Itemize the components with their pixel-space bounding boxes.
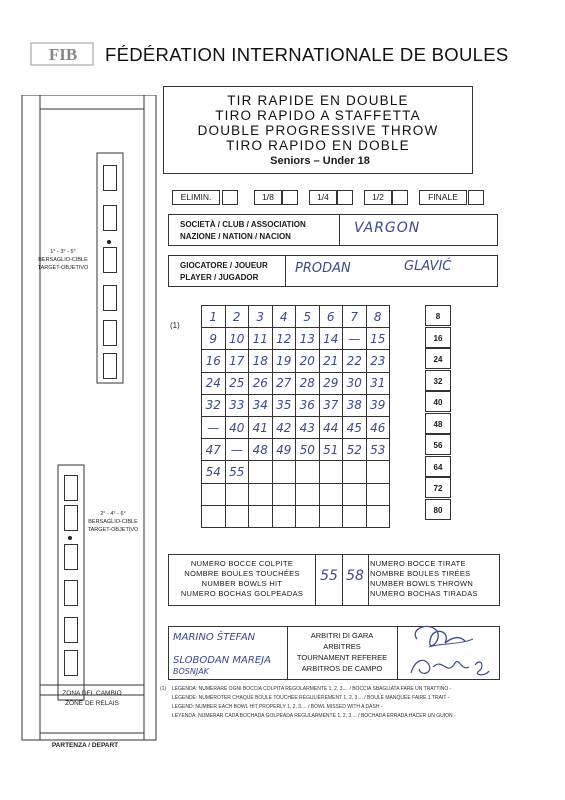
target-top-label-3: TARGET-OBJETIVO bbox=[37, 265, 89, 271]
grid-cell[interactable]: 11 bbox=[249, 328, 273, 350]
referee-name-3[interactable]: BOSNJAK bbox=[173, 667, 209, 676]
relay-zone-label bbox=[40, 689, 144, 709]
row-total: 40 bbox=[425, 391, 451, 412]
round-1-2-box[interactable] bbox=[392, 190, 408, 205]
grid-row bbox=[202, 461, 390, 483]
grid-cell[interactable]: 14 bbox=[319, 328, 343, 350]
target-slot bbox=[103, 205, 117, 231]
grid-cell[interactable]: 16 bbox=[202, 350, 226, 372]
grid-cell[interactable]: 17 bbox=[225, 350, 249, 372]
target-bottom-label bbox=[83, 510, 143, 534]
grid-cell[interactable]: 29 bbox=[319, 372, 343, 394]
round-elimin: ELIMIN. bbox=[172, 190, 220, 205]
grid-cell[interactable]: 47 bbox=[202, 439, 226, 461]
grid-row bbox=[202, 394, 390, 416]
grid-row bbox=[202, 505, 390, 527]
grid-cell[interactable]: 42 bbox=[272, 416, 296, 438]
target-slot bbox=[103, 353, 117, 379]
title-line-2: TIRO RAPIDO A STAFFETTA bbox=[215, 108, 421, 123]
row-total: 8 bbox=[425, 305, 451, 326]
grid-cell[interactable]: 3 bbox=[249, 306, 273, 328]
grid-cell[interactable]: 44 bbox=[319, 416, 343, 438]
title-line-1: TIR RAPIDE EN DOUBLE bbox=[227, 93, 409, 108]
grid-cell[interactable]: — bbox=[343, 328, 367, 350]
association-label-1: SOCIETÀ / CLUB / ASSOCIATION bbox=[180, 220, 306, 229]
target-slot bbox=[103, 165, 117, 191]
grid-cell[interactable]: 13 bbox=[296, 328, 320, 350]
referees-box bbox=[168, 626, 500, 680]
row-total: 80 bbox=[425, 499, 451, 520]
grid-cell[interactable]: 20 bbox=[296, 350, 320, 372]
logo-text: FIB bbox=[48, 45, 78, 64]
grid-cell[interactable] bbox=[343, 505, 367, 527]
grid-cell[interactable]: 52 bbox=[343, 439, 367, 461]
grid-cell[interactable]: 1 bbox=[202, 306, 226, 328]
thrown-label-3: NUMBER BOWLS THROWN bbox=[370, 579, 474, 588]
thrown-label-2: NOMBRE BOULES TIRÉES bbox=[370, 569, 471, 578]
association-label-2: NAZIONE / NATION / NACION bbox=[180, 232, 291, 241]
grid-cell[interactable]: 49 bbox=[272, 439, 296, 461]
target-bottom-label-2: BERSAGLIO-CIBLE bbox=[88, 519, 138, 525]
grid-cell[interactable] bbox=[366, 505, 390, 527]
grid-cell[interactable] bbox=[272, 461, 296, 483]
legend-marker: (1) bbox=[160, 686, 167, 692]
org-name: FÉDÉRATION INTERNATIONALE DE BOULES bbox=[105, 44, 509, 65]
grid-cell[interactable] bbox=[366, 461, 390, 483]
target-slot bbox=[64, 617, 78, 643]
grid-cell[interactable] bbox=[296, 461, 320, 483]
target-slot bbox=[64, 475, 78, 501]
grid-cell[interactable]: 2 bbox=[225, 306, 249, 328]
grid-cell[interactable]: 19 bbox=[272, 350, 296, 372]
grid-row bbox=[202, 350, 390, 372]
grid-row bbox=[202, 439, 390, 461]
grid-cell[interactable]: 48 bbox=[249, 439, 273, 461]
players-box bbox=[168, 255, 498, 287]
grid-cell[interactable] bbox=[225, 505, 249, 527]
grid-cell[interactable]: 15 bbox=[366, 328, 390, 350]
grid-cell[interactable] bbox=[319, 483, 343, 505]
grid-cell[interactable] bbox=[343, 461, 367, 483]
referee-name-1[interactable]: MARINO ŠTEFAN bbox=[173, 632, 256, 643]
association-box bbox=[168, 214, 498, 246]
grid-cell[interactable]: 26 bbox=[249, 372, 273, 394]
grid-cell[interactable]: 55 bbox=[225, 461, 249, 483]
player-1[interactable]: PRODAN bbox=[295, 261, 351, 276]
grid-cell[interactable]: 7 bbox=[343, 306, 367, 328]
target-bottom-label-3: TARGET-OBJETIVO bbox=[87, 527, 139, 533]
grid-cell[interactable] bbox=[202, 505, 226, 527]
target-slot bbox=[103, 320, 117, 346]
grid-cell[interactable]: 5 bbox=[296, 306, 320, 328]
grid-cell[interactable]: 46 bbox=[366, 416, 390, 438]
grid-cell[interactable]: 43 bbox=[296, 416, 320, 438]
score-grid bbox=[201, 305, 390, 528]
grid-row bbox=[202, 372, 390, 394]
relay-zone-label-2: ZONE DE RELAIS bbox=[65, 700, 119, 707]
hit-label-4: NUMERO BOCHAS GOLPEADAS bbox=[180, 589, 304, 598]
round-finale: FINALE bbox=[419, 190, 467, 205]
grid-cell[interactable] bbox=[249, 505, 273, 527]
referee-signatures bbox=[399, 617, 499, 681]
grid-cell[interactable]: 25 bbox=[225, 372, 249, 394]
legend-line-1: LEGENDA: NUMERARE OGNI BOCCIA COLPITA REGOLARMENTE 1, 2, 3.... / BOCCIA SBAGLIATA FARE UN TRATTINO - bbox=[172, 686, 452, 692]
grid-row bbox=[202, 483, 390, 505]
grid-cell[interactable]: 37 bbox=[319, 394, 343, 416]
grid-cell[interactable]: 10 bbox=[225, 328, 249, 350]
row-total: 64 bbox=[425, 456, 451, 477]
grid-cell[interactable]: 45 bbox=[343, 416, 367, 438]
target-slot bbox=[103, 285, 117, 311]
round-1-2: 1/2 bbox=[364, 190, 392, 205]
association-value[interactable]: VARGON bbox=[354, 220, 421, 236]
grid-cell[interactable]: 27 bbox=[272, 372, 296, 394]
grid-cell[interactable]: 9 bbox=[202, 328, 226, 350]
grid-cell[interactable]: 32 bbox=[202, 394, 226, 416]
grid-cell[interactable] bbox=[272, 505, 296, 527]
grid-row bbox=[202, 328, 390, 350]
round-1-8: 1/8 bbox=[254, 190, 282, 205]
referee-label-4: ARBITROS DE CAMPO bbox=[301, 664, 383, 673]
fib-logo bbox=[30, 40, 96, 68]
grid-cell[interactable]: 53 bbox=[366, 439, 390, 461]
grid-cell[interactable]: 21 bbox=[319, 350, 343, 372]
hit-label-3: NUMBER BOWLS HIT bbox=[201, 579, 283, 588]
grid-cell[interactable]: 50 bbox=[296, 439, 320, 461]
title-line-4: TIRO RAPIDO EN DOBLE bbox=[226, 138, 410, 153]
title-line-3: DOUBLE PROGRESSIVE THROW bbox=[197, 123, 439, 138]
thrown-count[interactable]: 58 bbox=[346, 568, 364, 584]
start-label: PARTENZA / DEPART bbox=[51, 742, 119, 749]
grid-cell[interactable]: 6 bbox=[319, 306, 343, 328]
grid-cell[interactable]: 12 bbox=[272, 328, 296, 350]
legend-line-4: LEYENDA: NUMERAR CADA BOCHADA GOLPEADA REGULARMENTE 1, 2, 3.... / BOCHADA ERRADA HACER UN GUION - bbox=[172, 713, 456, 719]
grid-cell[interactable]: 31 bbox=[366, 372, 390, 394]
target-slot bbox=[64, 544, 78, 570]
grid-cell[interactable]: 38 bbox=[343, 394, 367, 416]
grid-cell[interactable]: 18 bbox=[249, 350, 273, 372]
grid-cell[interactable]: 22 bbox=[343, 350, 367, 372]
grid-cell[interactable]: 8 bbox=[366, 306, 390, 328]
legend-line-2: LÉGENDE: NUMÉROTER CHAQUE BOULE TOUCHÉE RÉGULIÈREMENT 1, 2, 3.... / BOULE MANQUÉE FAIRE 1 TRAIT - bbox=[172, 695, 450, 701]
target-top-label-2: BERSAGLIO-CIBLE bbox=[38, 257, 88, 263]
grid-cell[interactable]: 34 bbox=[249, 394, 273, 416]
row-total: 32 bbox=[425, 370, 451, 391]
grid-cell[interactable] bbox=[319, 505, 343, 527]
grid-cell[interactable]: 28 bbox=[296, 372, 320, 394]
grid-cell[interactable] bbox=[366, 483, 390, 505]
players-label-1: GIOCATORE / JOUEUR bbox=[180, 261, 268, 270]
relay-zone-label-1: ZONA DEL CAMBIO bbox=[62, 690, 122, 697]
grid-cell[interactable]: 54 bbox=[202, 461, 226, 483]
grid-cell[interactable] bbox=[296, 483, 320, 505]
referee-label-2: ARBITRES bbox=[323, 642, 361, 651]
target-slot bbox=[64, 580, 78, 606]
target-dot bbox=[68, 536, 72, 540]
referee-label-3: TOURNAMENT REFEREE bbox=[296, 653, 388, 662]
grid-cell[interactable]: 24 bbox=[202, 372, 226, 394]
round-1-4-box[interactable] bbox=[337, 190, 353, 205]
player-2[interactable]: GLAVIĆ bbox=[404, 259, 452, 274]
target-slot bbox=[64, 505, 78, 531]
legend-line-3: LEGEND: NUMBER EACH BOWL HIT PROPERLY 1, 2, 3.... / BOWL MISSED WITH A DASH - bbox=[172, 704, 383, 710]
target-slot bbox=[103, 247, 117, 273]
grid-row bbox=[202, 416, 390, 438]
category: Seniors – Under 18 bbox=[270, 155, 370, 167]
thrown-label-4: NUMERO BOCHAS TIRADAS bbox=[370, 589, 478, 598]
row-total: 16 bbox=[425, 327, 451, 348]
row-total: 48 bbox=[425, 413, 451, 434]
footnote-marker: (1) bbox=[170, 321, 180, 330]
target-dot bbox=[107, 240, 111, 244]
hit-count[interactable]: 55 bbox=[320, 568, 338, 584]
grid-cell[interactable] bbox=[343, 483, 367, 505]
target-top-label-1: 1° - 3° - 5° bbox=[50, 249, 76, 255]
grid-cell[interactable] bbox=[249, 461, 273, 483]
grid-cell[interactable]: 33 bbox=[225, 394, 249, 416]
grid-cell[interactable]: 30 bbox=[343, 372, 367, 394]
grid-row bbox=[202, 306, 390, 328]
thrown-label-1: NUMERO BOCCE TIRATE bbox=[370, 559, 466, 568]
round-finale-box[interactable] bbox=[468, 190, 484, 205]
grid-cell[interactable]: 41 bbox=[249, 416, 273, 438]
players-label-2: PLAYER / JUGADOR bbox=[180, 273, 259, 282]
grid-cell[interactable]: 40 bbox=[225, 416, 249, 438]
round-1-8-box[interactable] bbox=[282, 190, 298, 205]
grid-cell[interactable]: 36 bbox=[296, 394, 320, 416]
grid-cell[interactable] bbox=[319, 461, 343, 483]
grid-cell[interactable] bbox=[272, 483, 296, 505]
target-bottom-label-1: 2° - 4° - 6° bbox=[100, 511, 126, 517]
grid-cell[interactable] bbox=[296, 505, 320, 527]
target-slot bbox=[64, 650, 78, 676]
grid-cell[interactable]: 39 bbox=[366, 394, 390, 416]
referee-label-1: ARBITRI DI GARA bbox=[310, 631, 374, 640]
grid-cell[interactable] bbox=[249, 483, 273, 505]
hit-label-2: NOMBRE BOULES TOUCHÉES bbox=[184, 569, 300, 578]
row-total: 72 bbox=[425, 477, 451, 498]
grid-cell[interactable]: 51 bbox=[319, 439, 343, 461]
row-total: 24 bbox=[425, 348, 451, 369]
target-top-label bbox=[34, 248, 92, 272]
court-diagram bbox=[20, 95, 160, 745]
grid-cell[interactable]: — bbox=[225, 439, 249, 461]
grid-cell[interactable]: 4 bbox=[272, 306, 296, 328]
round-1-4: 1/4 bbox=[309, 190, 337, 205]
grid-cell[interactable] bbox=[202, 483, 226, 505]
grid-cell[interactable]: 35 bbox=[272, 394, 296, 416]
hit-label-1: NUMERO BOCCE COLPITE bbox=[190, 559, 294, 568]
round-elimin-box[interactable] bbox=[222, 190, 238, 205]
grid-cell[interactable]: — bbox=[202, 416, 226, 438]
grid-cell[interactable]: 23 bbox=[366, 350, 390, 372]
referee-name-2[interactable]: SLOBODAN MAREJA bbox=[173, 655, 271, 666]
grid-cell[interactable] bbox=[225, 483, 249, 505]
counts-box bbox=[168, 554, 500, 606]
row-total: 56 bbox=[425, 434, 451, 455]
